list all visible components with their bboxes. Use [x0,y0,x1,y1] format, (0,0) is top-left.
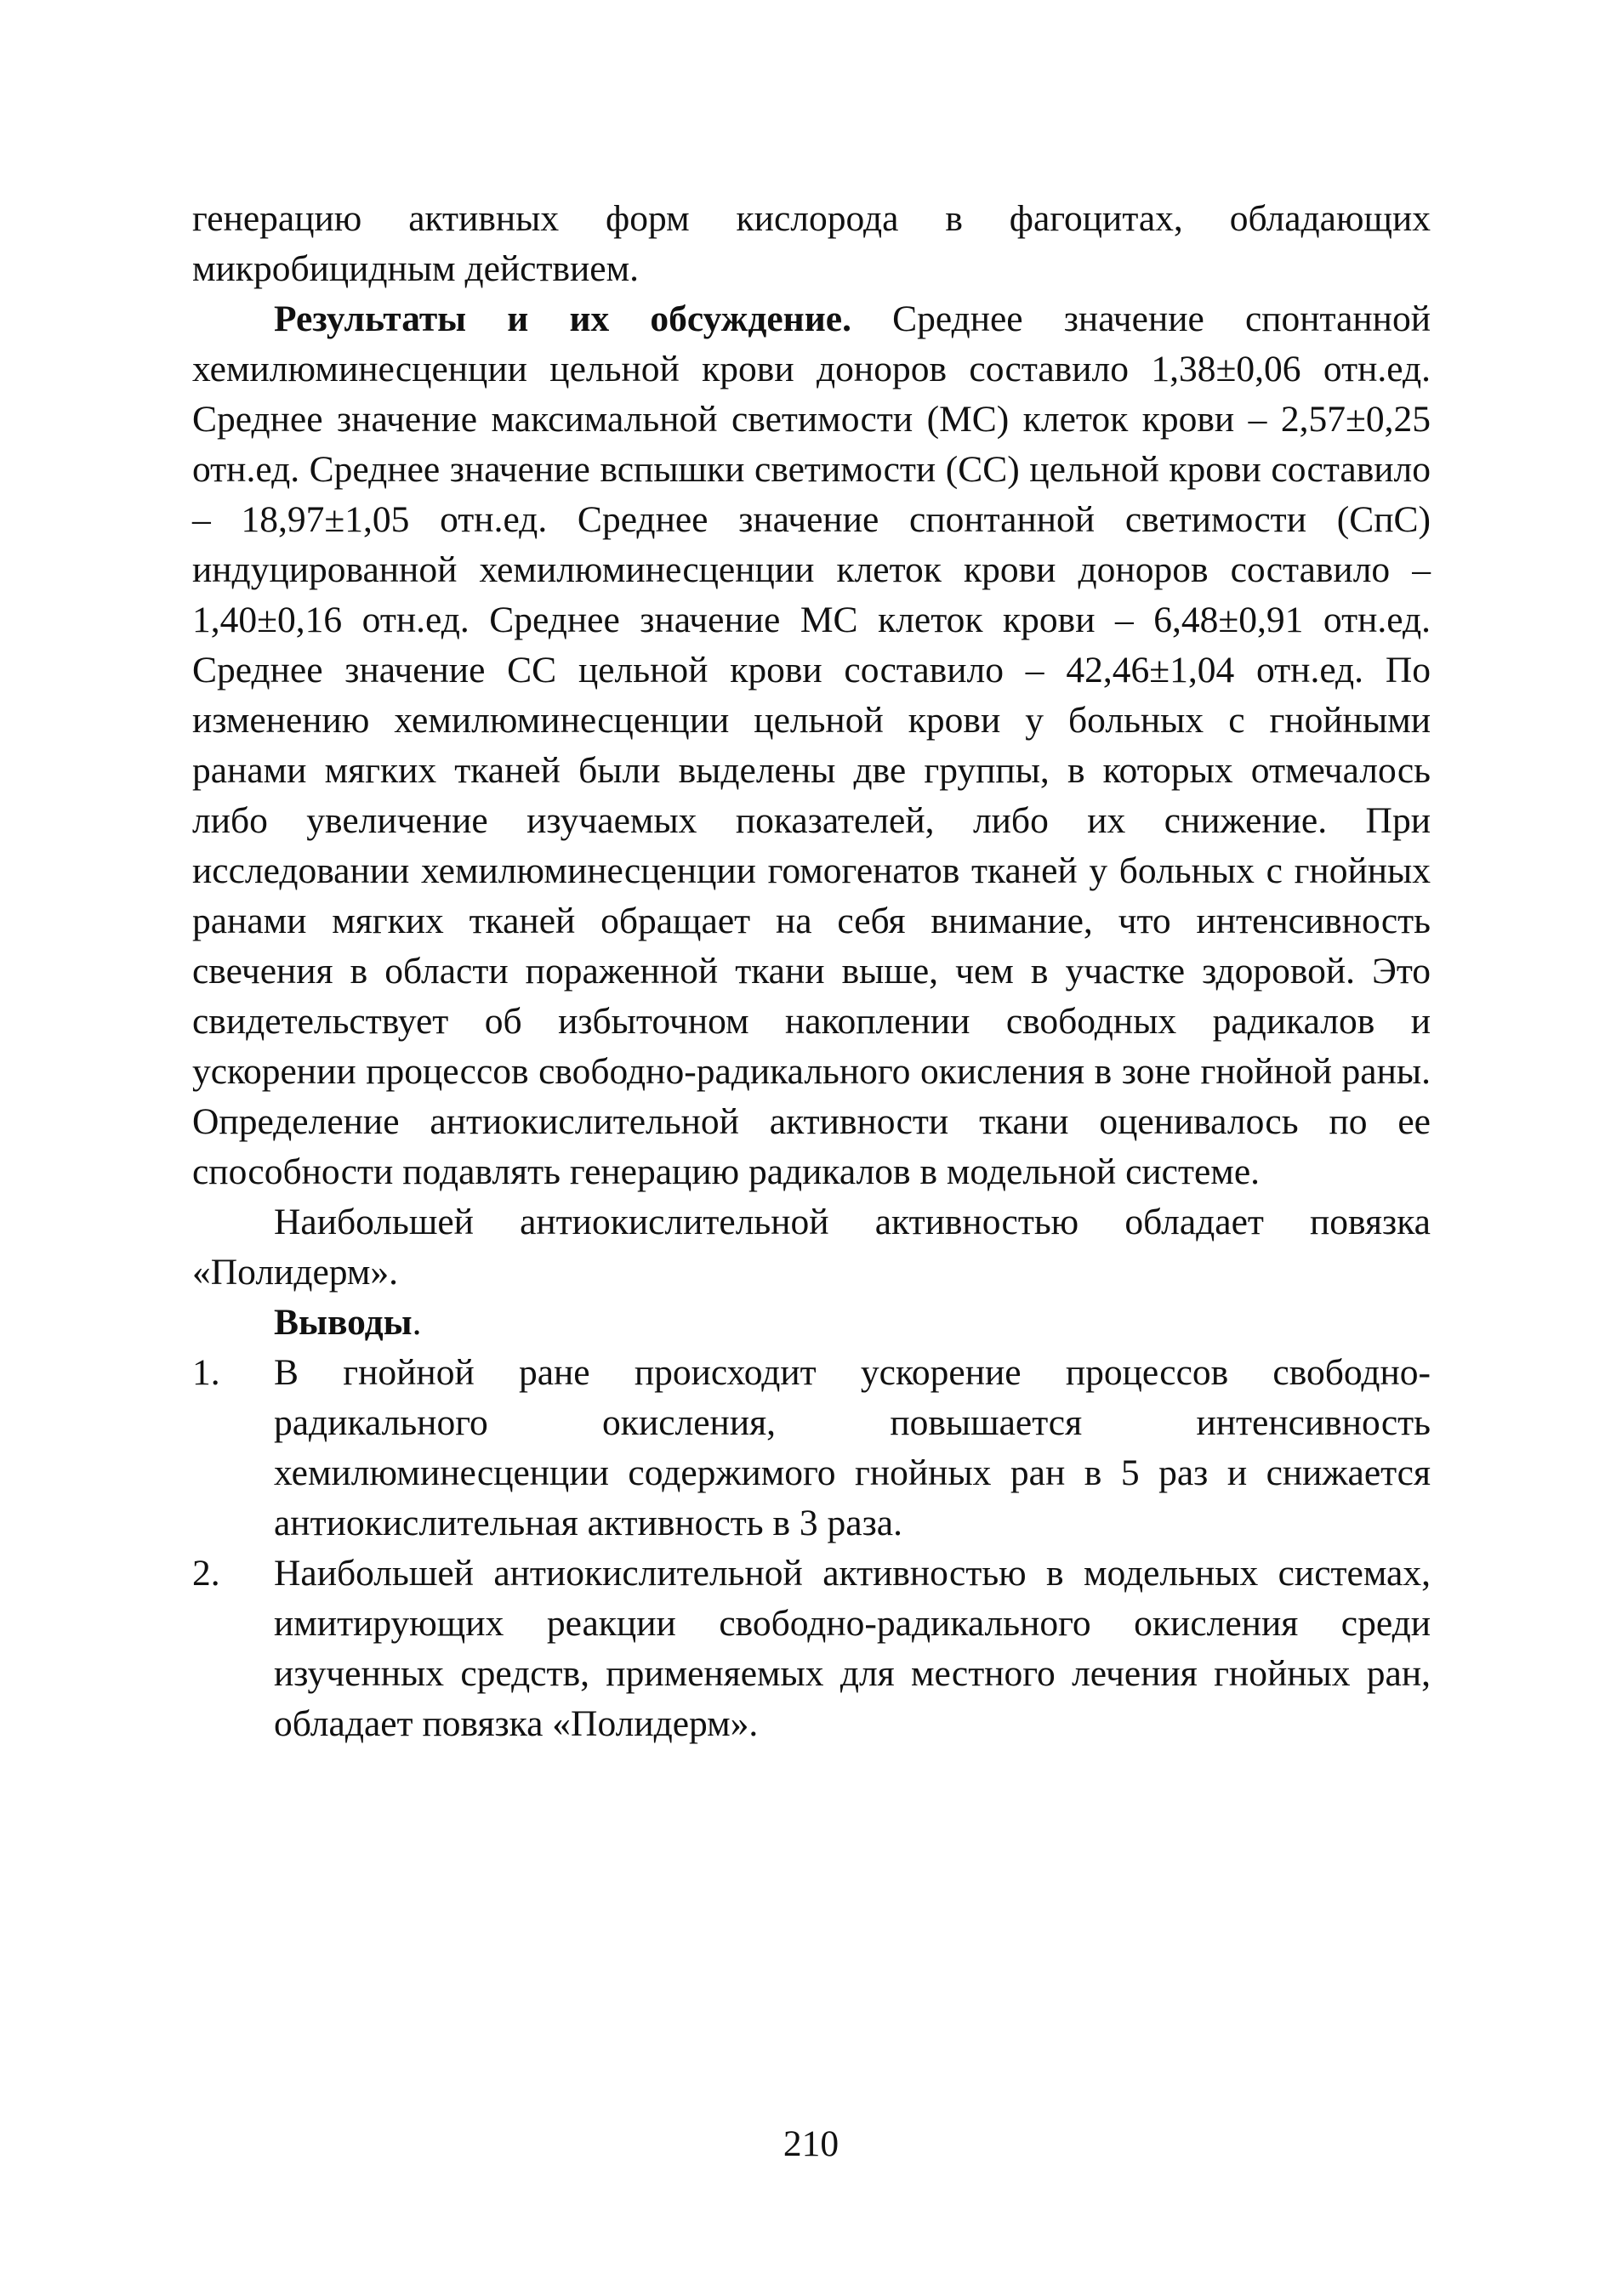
page-body [192,194,1431,1749]
list-item [192,1549,1431,1749]
results-body: Среднее значение спонтанной хемилюминесценции цельной крови доноров составило 1,38±0,06 отн.ед. Среднее значение максимальной светимости (МС) клеток крови – 2,57±0,25 отн.ед. Среднее значение вспышки светимости (СС) цельной крови составило – 18,97±1,05 отн.ед. Среднее значение спонтанной светимости (СпС) индуцированной хемилюминесценции клеток крови доноров составило – 1,40±0,16 отн.ед. Среднее значение МС клеток крови – 6,48±0,91 отн.ед. Среднее значение СС цельной крови составило – 42,46±1,04 отн.ед. По изменению хемилюминесценции цельной крови у больных с гнойными ранами мягких тканей были выделены две группы, в которых отмечалось либо увеличение изучаемых показателей, либо их снижение. При исследовании хемилюминесценции гомогенатов тканей у больных с гнойных ранами мягких тканей обращает на себя внимание, что интенсивность свечения в области пораженной ткани выше, чем в участке здоровой. Это свидетельствует об избыточном накоплении свободных радикалов и ускорении процессов свободно-радикального окисления в зоне гнойной раны. Определение антиокислительной активности ткани оценивалось по ее способности подавлять генерацию радикалов в модельной системе. [192,298,1431,1192]
conclusions-list [192,1348,1431,1749]
list-item-number: 1. [192,1352,220,1393]
conclusions-heading-punct: . [412,1302,422,1343]
page-number: 210 [783,2123,839,2164]
list-item-number: 2. [192,1553,220,1594]
summary-paragraph: Наибольшей антиокислительной активностью обладает повязка «Полидерм». [192,1202,1431,1293]
results-heading: Результаты и их обсуждение. [274,298,851,339]
conclusions-heading: Выводы [274,1302,413,1343]
list-item-text: Наибольшей антиокислительной активностью в модельных системах, имитирующих реакции свободно-радикального окисления среди изученных средств, применяемых для местного лечения гнойных ран, обладает повязка «Полидерм». [274,1553,1431,1744]
conclusions-title [192,1298,1431,1348]
list-item [192,1348,1431,1549]
intro-paragraph: генерацию активных форм кислорода в фагоцитах, обладающих микробицидным действием. [192,198,1431,289]
results-paragraph [192,294,1431,1197]
list-item-text: В гнойной ране происходит ускорение процессов свободно-радикального окисления, повышается интенсивность хемилюминесценции содержимого гнойных ран в 5 раз и снижается антиокислительная активность в 3 раза. [274,1352,1431,1543]
